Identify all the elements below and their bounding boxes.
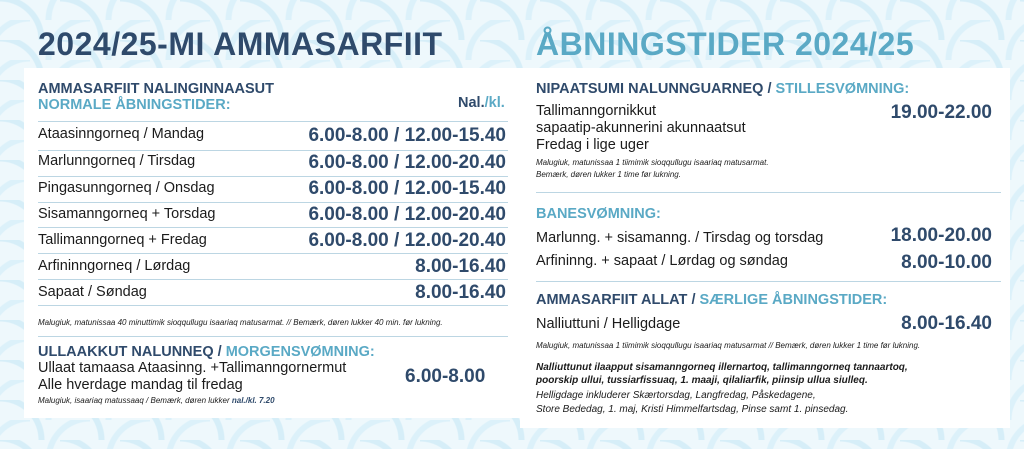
morning-swim-title: ULLAAKKUT NALUNNEQ / MORGENSVØMNING: bbox=[38, 344, 375, 360]
holiday-closing-note: Malugiuk, matunissaa 1 tiimimik sioqqullugu isaariaq matusarmat // Bemærk, døren lukker 1 time før lukning. bbox=[536, 341, 921, 350]
divider bbox=[38, 336, 508, 337]
holiday-label: Nalliuttuni / Helligdage bbox=[536, 316, 681, 332]
quiet-swim-note-gl: Malugiuk, matunissaa 1 tiimimik sioqqullugu isaariaq matusarmat. bbox=[536, 158, 769, 167]
day-label: Tallimanngorneq + Fredag bbox=[38, 232, 207, 248]
morning-swim-line-da: Alle hverdage mandag til fredag bbox=[38, 377, 243, 393]
time-value: 8.00-16.40 bbox=[415, 256, 506, 277]
time-value: 6.00-8.00 / 12.00-20.40 bbox=[308, 204, 506, 225]
lane-swim-time: 18.00-20.00 bbox=[890, 225, 992, 246]
quiet-swim-line3: Fredag i lige uger bbox=[536, 137, 649, 153]
holiday-time: 8.00-16.40 bbox=[901, 313, 992, 334]
unit-label: Nal./kl. bbox=[458, 95, 505, 111]
lane-swim-time: 8.00-10.00 bbox=[901, 252, 992, 273]
quiet-swim-line1: Tallimanngornikkut bbox=[536, 103, 657, 119]
holiday-list-da-1: Helligdage inkluderer Skærtorsdag, Langfredag, Påskedagene, bbox=[536, 390, 816, 401]
lane-swim-day: Arfininng. + sapaat / Lørdag og søndag bbox=[536, 253, 788, 269]
divider bbox=[38, 121, 508, 122]
holiday-list-gl-2: poorskip ullui, tussiarfissuaq, 1. maaji, qilaliarfik, piinsip ullua siulleq. bbox=[536, 375, 868, 386]
day-label: Arfininngorneq / Lørdag bbox=[38, 258, 191, 274]
time-value: 8.00-16.40 bbox=[415, 282, 506, 303]
divider bbox=[38, 202, 508, 203]
morning-swim-time: 6.00-8.00 bbox=[405, 366, 486, 387]
divider bbox=[38, 227, 508, 228]
divider bbox=[38, 176, 508, 177]
quiet-swim-title: NIPAATSUMI NALUNNGUARNEQ / STILLESVØMNING: bbox=[536, 81, 910, 97]
time-value: 6.00-8.00 / 12.00-20.40 bbox=[308, 152, 506, 173]
normal-hours-title-gl: AMMASARFIIT NALINGINNAASUT bbox=[38, 81, 275, 97]
time-value: 6.00-8.00 / 12.00-15.40 bbox=[308, 178, 506, 199]
day-label: Pingasunngorneq / Onsdag bbox=[38, 180, 215, 196]
lane-swim-day: Marlunng. + sisamanng. / Tirsdag og torsdag bbox=[536, 230, 824, 246]
divider bbox=[38, 279, 508, 280]
quiet-swim-time: 19.00-22.00 bbox=[890, 102, 992, 123]
left-title: 2024/25-MI AMMASARFIIT bbox=[38, 26, 443, 62]
divider bbox=[38, 150, 508, 151]
normal-hours-title-da: NORMALE ÅBNINGSTIDER: bbox=[38, 97, 231, 113]
special-hours-title: AMMASARFIIT ALLAT / SÆRLIGE ÅBNINGSTIDER: bbox=[536, 292, 888, 308]
right-title: ÅBNINGSTIDER 2024/25 bbox=[536, 26, 915, 62]
divider bbox=[536, 281, 1001, 282]
lane-swim-title: BANESVØMNING: bbox=[536, 206, 661, 222]
holiday-list-da-2: Store Bededag, 1. maj, Kristi Himmelfartsdag, Pinse samt 1. pinsedag. bbox=[536, 404, 849, 415]
day-label: Ataasinngorneq / Mandag bbox=[38, 126, 205, 142]
divider bbox=[536, 192, 1001, 193]
closing-note: Malugiuk, matunissaa 40 minuttimik sioqqullugu isaariaq matusarmat. // Bemærk, døren lukker 40 min. før lukning. bbox=[38, 318, 443, 327]
day-label: Sisamanngorneq + Torsdag bbox=[38, 206, 216, 222]
divider bbox=[38, 253, 508, 254]
day-label: Marlunngorneq / Tirsdag bbox=[38, 153, 196, 169]
day-label: Sapaat / Søndag bbox=[38, 284, 147, 300]
morning-swim-note: Malugiuk, isaariaq matussaaq / Bemærk, døren lukker nal./kl. 7.20 bbox=[38, 396, 275, 405]
quiet-swim-note-da: Bemærk, døren lukker 1 time før lukning. bbox=[536, 170, 681, 179]
quiet-swim-line2: sapaatip-akunnerini akunnaatsut bbox=[536, 120, 746, 136]
divider bbox=[38, 305, 508, 306]
holiday-list-gl-1: Nalliuttunut ilaapput sisamanngorneq illernartoq, tallimanngorneq tannaartoq, bbox=[536, 362, 908, 373]
time-value: 6.00-8.00 / 12.00-20.40 bbox=[308, 230, 506, 251]
morning-swim-line-gl: Ullaat tamaasa Ataasinng. +Tallimanngornermut bbox=[38, 360, 347, 376]
time-value: 6.00-8.00 / 12.00-15.40 bbox=[308, 125, 506, 146]
